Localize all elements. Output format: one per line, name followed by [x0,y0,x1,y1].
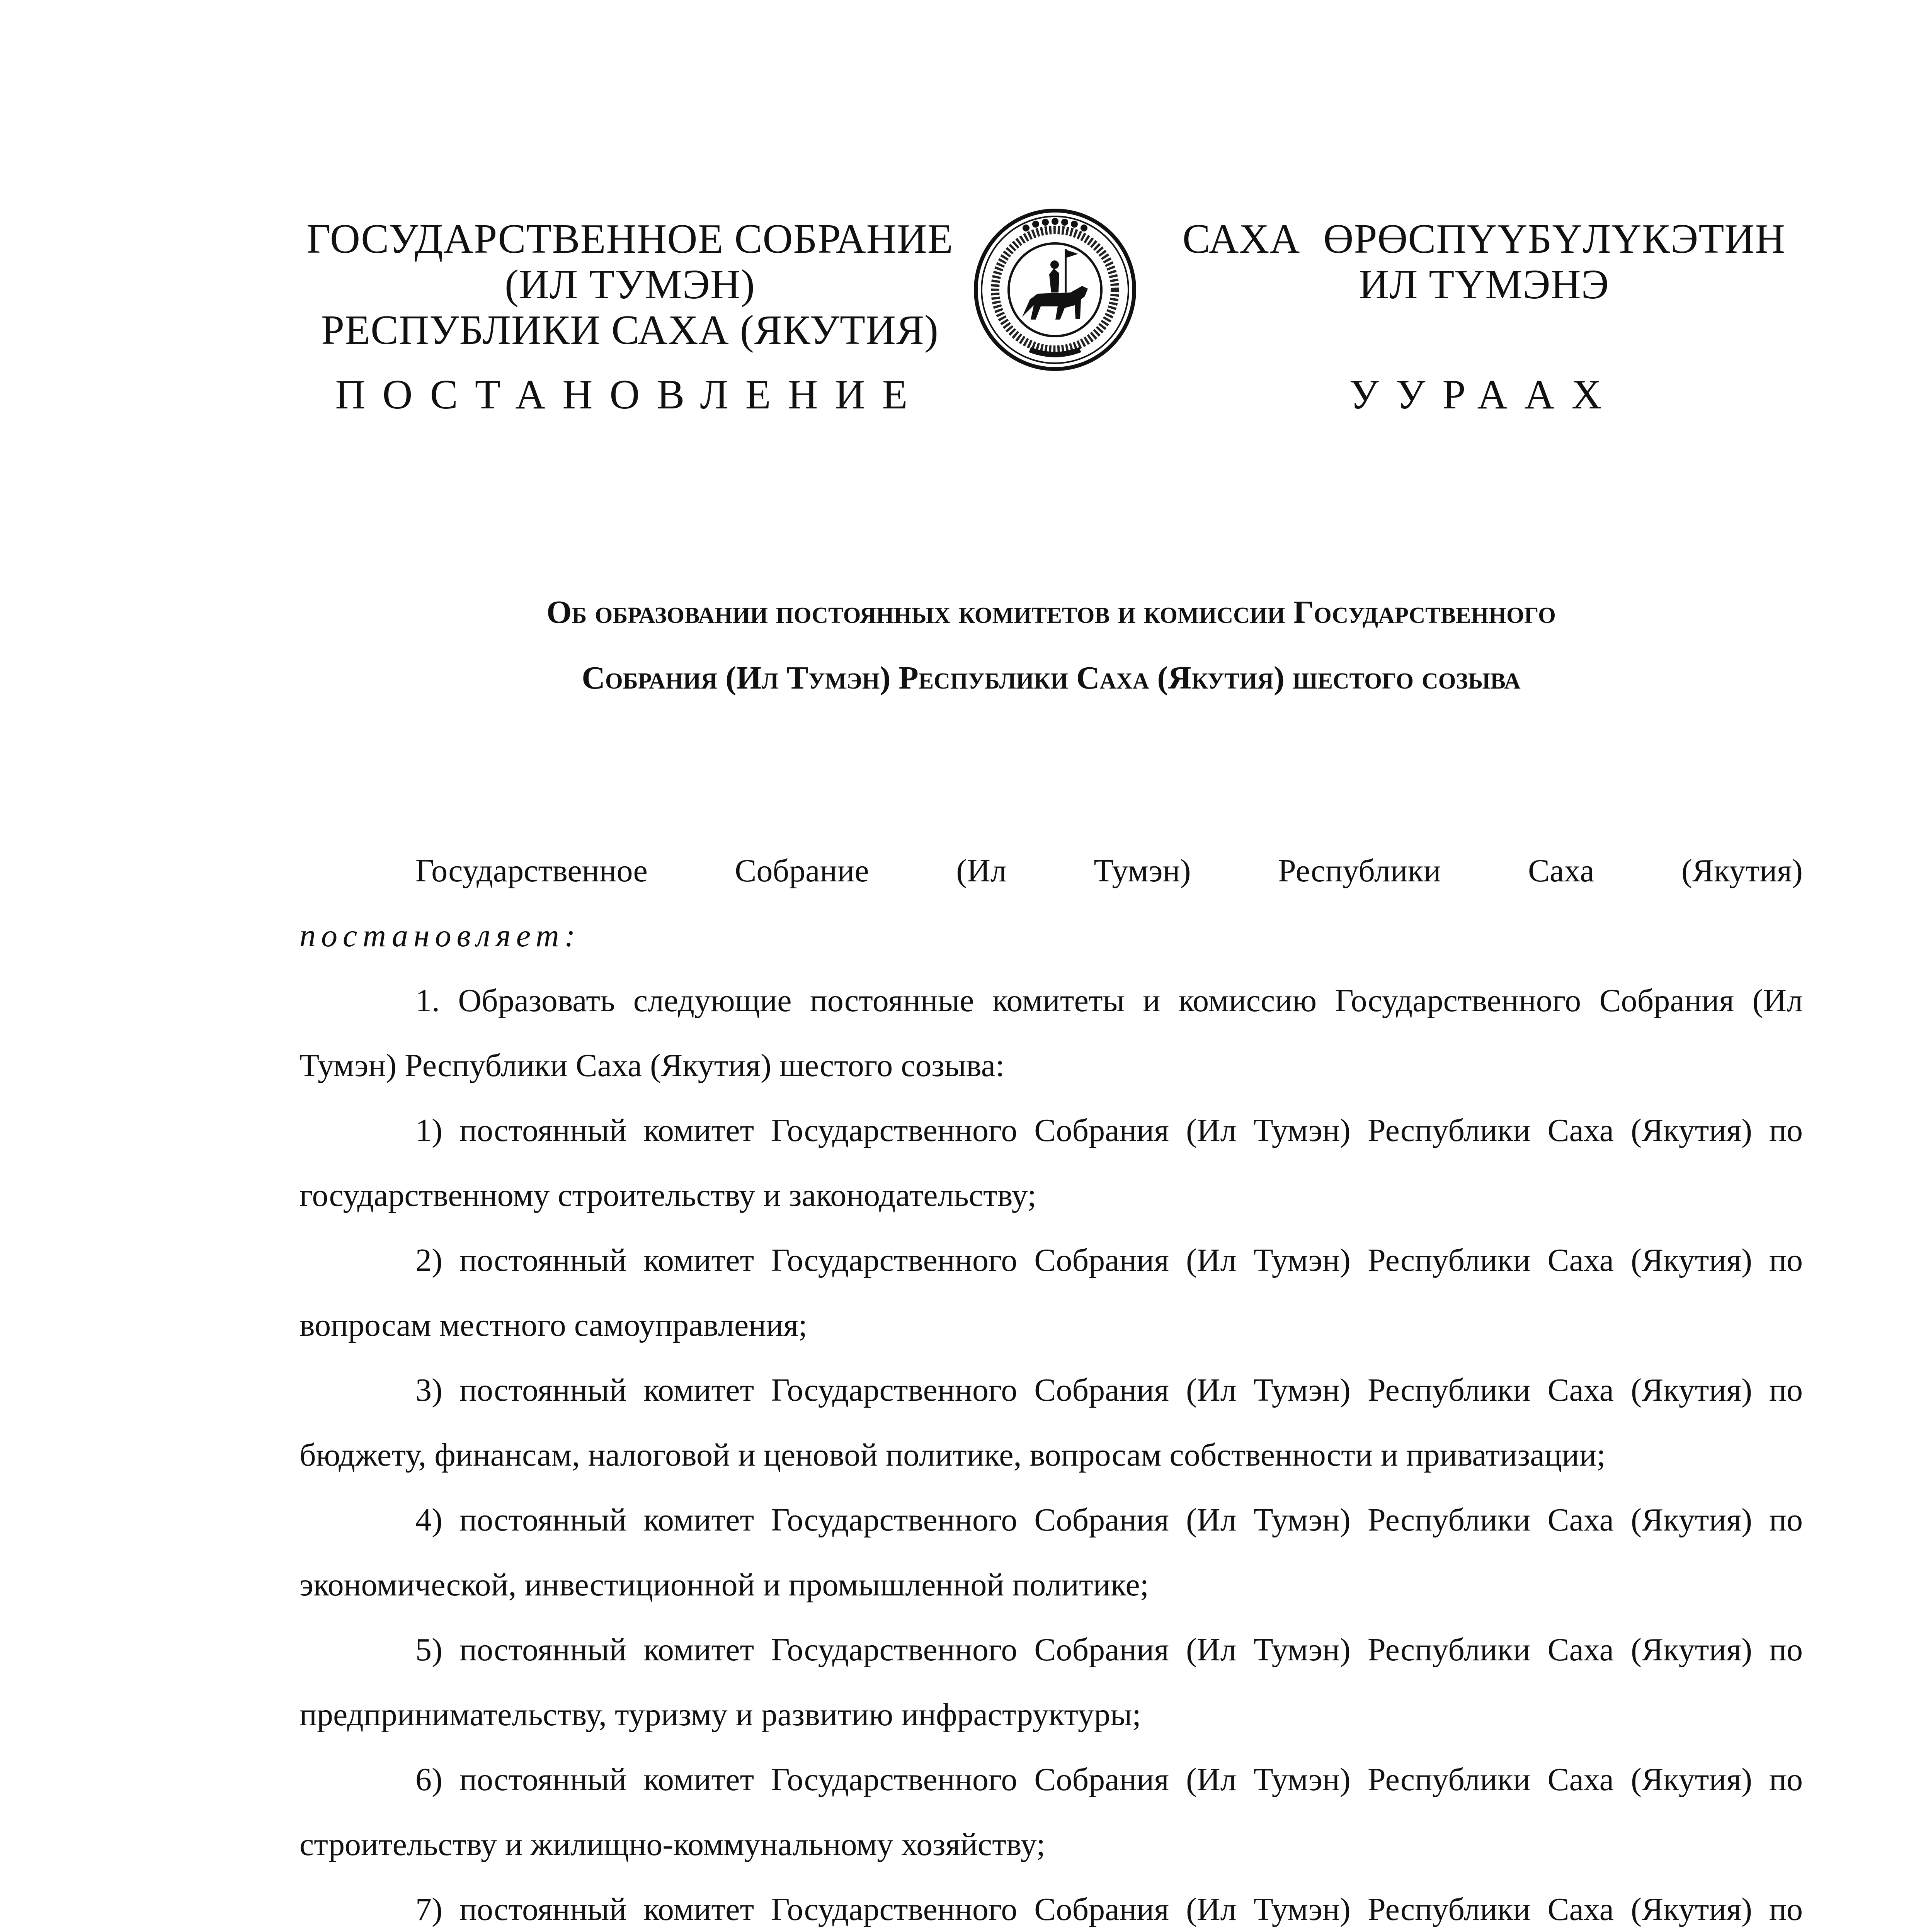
list-item: 2) постоянный комитет Государственного Собрания (Ил Тумэн) Республики Саха (Якутия) по вопросам местного самоуправления; [299,1242,1803,1343]
list-item: 7) постоянный комитет Государственного Собрания (Ил Тумэн) Республики Саха (Якутия) по [415,1891,1803,1927]
resolves-word: постановляет: [299,918,581,954]
title-line-2: Собрания (Ил Тумэн) Республики Саха (Якутия) шестого созыва [582,660,1521,696]
header-left-line-2: (ИЛ ТУМЭН) [505,262,755,308]
lead-line: Государственное Собрание (Ил Тумэн) Республики Саха (Якутия) [415,853,1803,889]
document-body [299,838,1803,1932]
header-left-line-1: ГОСУДАРСТВЕННОЕ СОБРАНИЕ [306,216,953,262]
header-left-line-3: РЕСПУБЛИКИ САХА (ЯКУТИЯ) [321,307,939,353]
list-item: 3) постоянный комитет Государственного Собрания (Ил Тумэн) Республики Саха (Якутия) по бюджету, финансам, налоговой и ценовой политике, вопросам собственности и приватизации; [299,1372,1803,1473]
header-right-line-1: САХА ӨРӨСПҮҮБҮЛҮКЭТИН [1182,216,1786,262]
header-right-block [1167,216,1801,308]
document-title [271,580,1832,711]
doc-type-sakha: УУРААХ [1349,372,1619,418]
point-1: 1. Образовать следующие постоянные комитеты и комиссию Государственного Собрания (Ил Тумэн) Республики Саха (Якутия) шестого созыва: [299,983,1803,1083]
header-right-line-2: ИЛ ТҮМЭНЭ [1359,262,1609,308]
sakha-republic-emblem-icon [972,207,1138,373]
list-item: 4) постоянный комитет Государственного Собрания (Ил Тумэн) Республики Саха (Якутия) по экономической, инвестиционной и промышленной политике; [299,1502,1803,1603]
list-item: 1) постоянный комитет Государственного Собрания (Ил Тумэн) Республики Саха (Якутия) по государственному строительству и законодательству; [299,1112,1803,1213]
header-left-block [271,216,989,353]
doc-type-ru: ПОСТАНОВЛЕНИЕ [335,372,925,418]
list-item: 6) постоянный комитет Государственного Собрания (Ил Тумэн) Республики Саха (Якутия) по строительству и жилищно-коммунальному хозяйству; [299,1762,1803,1862]
title-line-1: Об образовании постоянных комитетов и комиссии Государственного [546,594,1556,630]
list-item: 5) постоянный комитет Государственного Собрания (Ил Тумэн) Республики Саха (Якутия) по предпринимательству, туризму и развитию инфраструктуры; [299,1632,1803,1733]
